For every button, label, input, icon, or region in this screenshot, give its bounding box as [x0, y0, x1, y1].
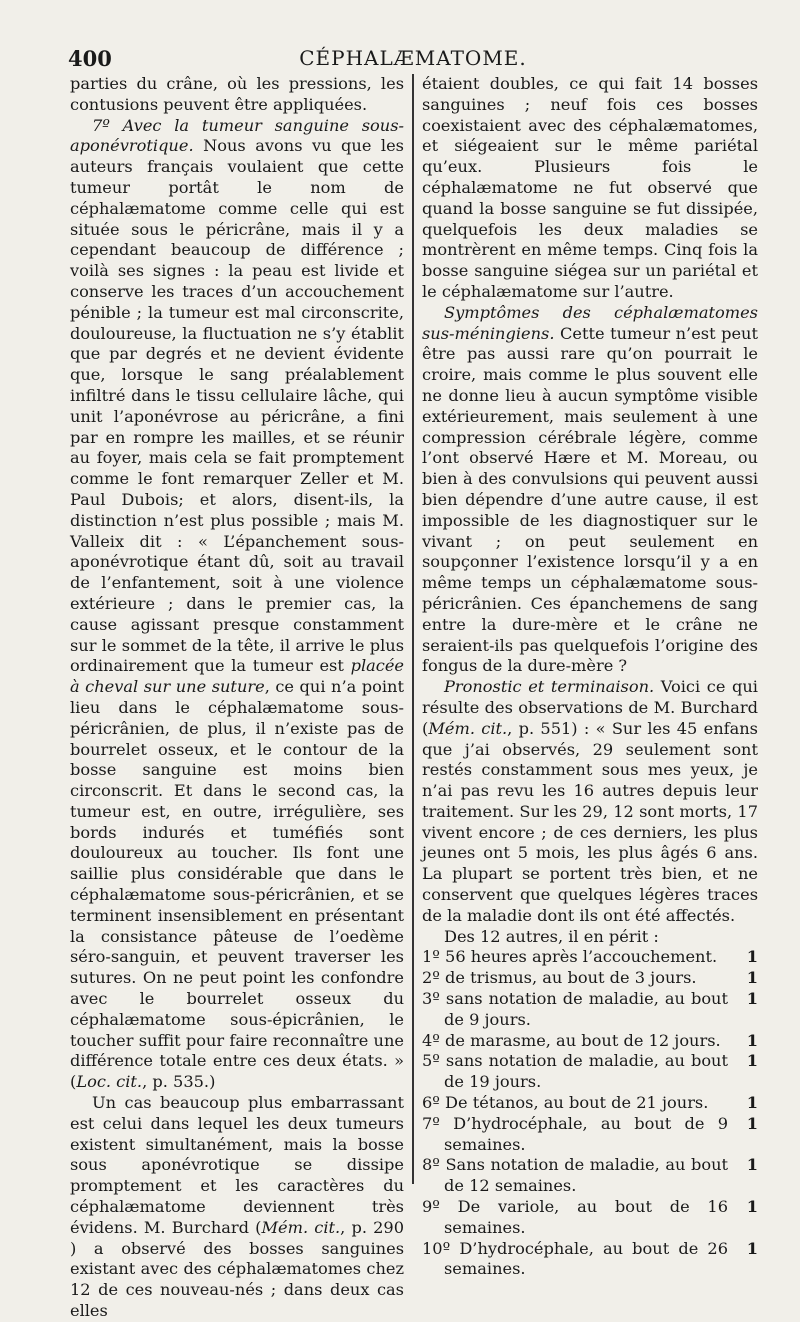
section-heading: 7º Avec la tumeur sanguine sous-aponévrotique.	[70, 115, 404, 156]
running-header	[68, 40, 758, 72]
right-column	[422, 74, 758, 1280]
column-rule	[412, 74, 414, 1184]
running-title: CÉPHALÆMATOME.	[299, 46, 527, 70]
section-heading: Symptômes des céphalæmatomes sus-méningiens.	[422, 302, 758, 343]
section-heading: Pronostic et terminaison.	[444, 677, 655, 697]
list-item: 9º De variole, au bout de 16 semaines. 1	[422, 1197, 758, 1237]
left-column	[70, 74, 404, 1322]
list-item: 4º de marasme, au bout de 12 jours. 1	[422, 1030, 758, 1050]
paragraph: 7º Avec la tumeur sanguine sous-aponévrotique. Nous avons vu que les auteurs français voulaient que cette tumeur portât le nom de céphalæmatome comme celle qui est située sous le péricrâne, mais il y a cependant beaucoup de différence ; voilà ses signes : la peau est livide et conserve les traces d’un accouchement pénible ; la tumeur est mal circonscrite, douloureuse, la fluctuation ne s’y établit que par degrés et ne devient évidente que, lorsque le sang préalablement infiltré dans le tissu cellulaire lâche, qui unit l’aponévrose au péricrâne, a fini par en rompre les mailles, et se réunir au foyer, mais cela se fait promptement comme le font remarquer Zeller et M. Paul Dubois; et alors, disent-ils, la distinction n’est plus possible ; mais M. Valleix dit : « L’épanchement sous-aponévrotique étant dû, soit au travail de l’enfantement, soit à une violence extérieure ; dans le premier cas, la cause agissant presque constamment sur le sommet de la tête, il arrive le plus ordinairement que la tumeur est placée à cheval sur une suture, ce qui n’a point lieu dans le céphalæmatome sous-péricrânien, de plus, il n’existe pas de bourrelet osseux, et le contour de la bosse sanguine est moins bien circonscrit. Et dans le second cas, la tumeur est, en outre, irrégulière, ses bords indurés et tuméfiés sont douloureux au toucher. Ils font une saillie plus considérable que dans le céphalæmatome sous-péricrânien, et se terminent insensiblement en présentant la consistance pâteuse de l’oedème séro-sanguin, et peuvent traverser les sutures. On ne peut point les confondre avec le bourrelet osseux du céphalæmatome sous-épicrânien, le toucher suffit pour faire reconnaître une différence totale entre ces deux états. » (Loc. cit., p. 535.)	[70, 115, 404, 1092]
paragraph: Pronostic et terminaison. Voici ce qui résulte des observations de M. Burchard (Mém. cit., p. 551) : « Sur les 45 enfans que j’ai observés, 29 seulement sont restés constamment sous mes yeux, je n’ai pas revu les 16 autres depuis leur traitement. Sur les 29, 12 sont morts, 17 vivent encore ; de ces derniers, les plus jeunes ont 5 mois, les plus âgés 6 ans. La plupart se portent très bien, et ne conservent que quelques légères traces de la maladie dont ils ont été affectés.	[422, 677, 758, 925]
list-item: 8º Sans notation de maladie, au bout de 12 semaines. 1	[422, 1155, 758, 1196]
paragraph: Des 12 autres, il en périt :	[444, 926, 659, 946]
paragraph: parties du crâne, où les pressions, les contusions peuvent être appliquées.	[70, 74, 404, 114]
list-item: 5º sans notation de maladie, au bout de 19 jours. 1	[422, 1051, 758, 1092]
paragraph: Symptômes des céphalæmatomes sus-méningiens. Cette tumeur n’est peut être pas aussi rare qu’on pourrait le croire, mais comme le plus souvent elle ne donne lieu à aucun symptôme visible extérieurement, mais seulement à une compression cérébrale légère, comme l’ont observé Hære et M. Moreau, ou bien à des convulsions qui peuvent aussi bien dépendre d’une autre cause, il est impossible de les diagnostiquer sur le vivant ; on peut seulement en soupçonner l’existence lorsqu’il y a en même temps un céphalæmatome sous-péricrânien. Ces épanchemens de sang entre la dure-mère et le crâne ne seraient-ils pas quelquefois l’origine des fongus de la dure-mère ?	[422, 302, 758, 676]
list-item: 1º 56 heures après l’accouchement. 1	[422, 947, 758, 967]
mortality-list	[422, 947, 758, 1280]
list-item: 7º D’hydrocéphale, au bout de 9 semaines. 1	[422, 1113, 758, 1154]
list-item: 2º de trismus, au bout de 3 jours. 1	[422, 968, 758, 988]
list-item: 3º sans notation de maladie, au bout de 9 jours. 1	[422, 989, 758, 1029]
list-item: 10º D’hydrocéphale, au bout de 26 semaines. 1	[422, 1238, 758, 1279]
paragraph: Un cas beaucoup plus embarrassant est celui dans lequel les deux tumeurs existent simultanément, mais la bosse sous aponévrotique se dissipe promptement et les caractères du céphalæmatome deviennent très évidens. M. Burchard (Mém. cit., p. 290 ) a observé des bosses sanguines existant avec des céphalæmatomes chez 12 de ces nouveau-nés ; dans deux cas elles	[70, 1093, 404, 1321]
list-item: 6º De tétanos, au bout de 21 jours. 1	[422, 1093, 758, 1113]
page-number: 400	[68, 46, 112, 71]
paragraph: étaient doubles, ce qui fait 14 bosses sanguines ; neuf fois ces bosses coexistaient avec des céphalæmatomes, et siégeaient sur le même pariétal qu’eux. Plusieurs fois le céphalæmatome ne fut observé que quand la bosse sanguine se fut dissipée, quelquefois les deux maladies se montrèrent en même temps. Cinq fois la bosse sanguine siégea sur un pariétal et le céphalæmatome sur l’autre.	[422, 74, 758, 301]
